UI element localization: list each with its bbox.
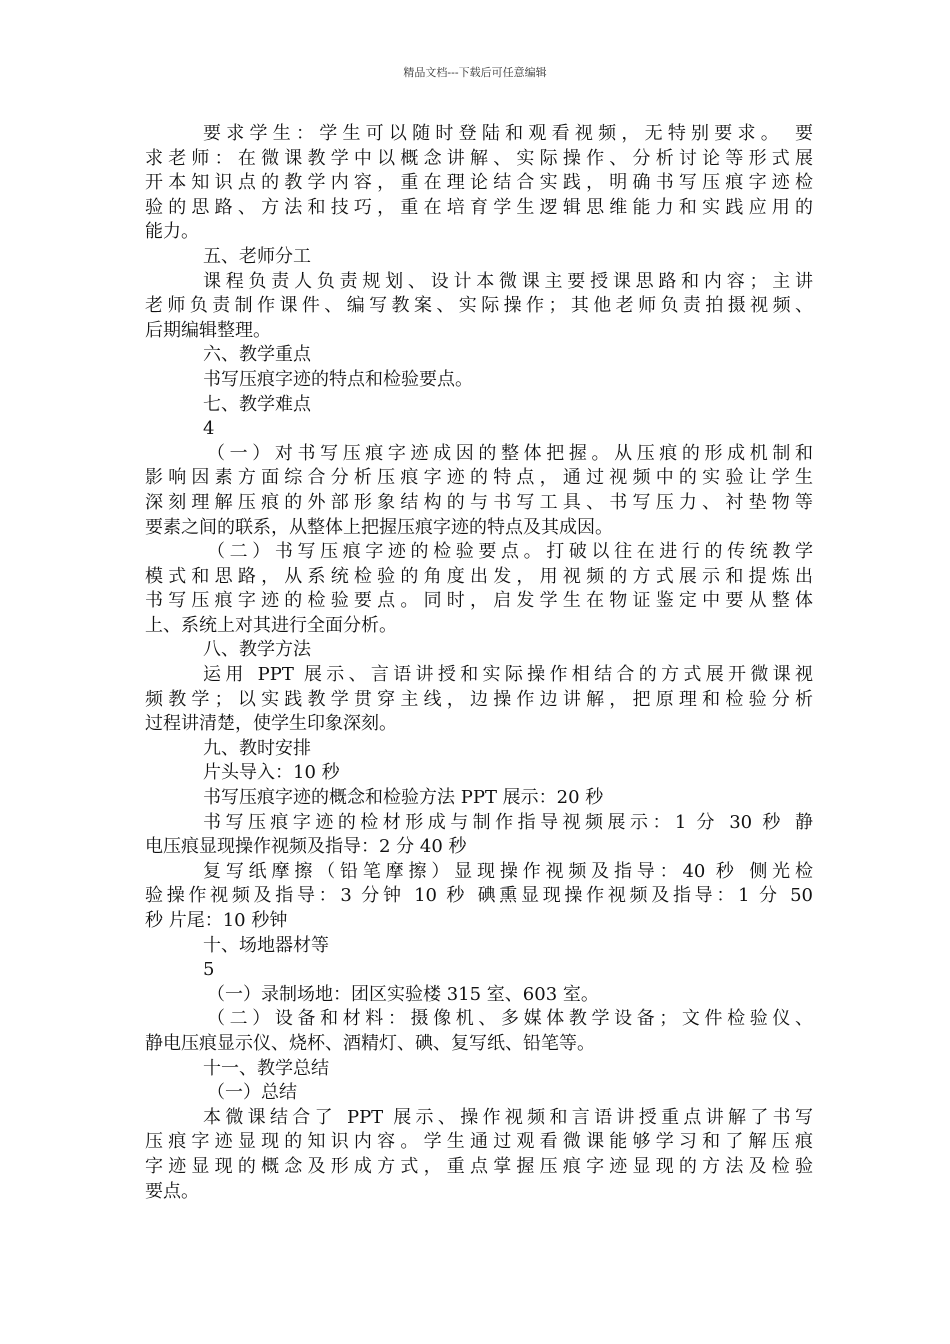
- text-line: 六、教学重点: [203, 344, 311, 366]
- text-line: 要点。: [145, 1180, 199, 1202]
- text-line: （一）对书写压痕字迹成因的整体把握。从压痕的形成机制和: [207, 442, 813, 464]
- text-line: 本微课结合了 PPT 展示、操作视频和言语讲授重点讲解了书写: [203, 1106, 813, 1128]
- text-line: 验的思路、方法和技巧，重在培育学生逻辑思维能力和实践应用的: [145, 196, 813, 218]
- text-line: 压痕字迹显现的知识内容。学生通过观看微课能够学习和了解压痕: [145, 1131, 813, 1153]
- text-line: 书写压痕字迹的特点和检验要点。: [203, 368, 473, 390]
- text-line: 求老师：在微课教学中以概念讲解、实际操作、分析讨论等形式展: [145, 147, 813, 169]
- text-line: 过程讲清楚，使学生印象深刻。: [145, 713, 397, 735]
- text-line: 书写压痕字迹的检材形成与制作指导视频展示：1 分 30 秒 静: [203, 811, 813, 833]
- text-line: 开本知识点的教学内容，重在理论结合实践，明确书写压痕字迹检: [145, 172, 813, 194]
- text-line: 运用 PPT 展示、言语讲授和实际操作相结合的方式展开微课视: [203, 664, 813, 686]
- text-line: 复写纸摩擦（铅笔摩擦）显现操作视频及指导：40 秒 侧光检: [203, 860, 813, 882]
- text-line: 深刻理解压痕的外部形象结构的与书写工具、书写压力、衬垫物等: [145, 491, 813, 513]
- text-line: 验操作视频及指导：3 分钟 10 秒 碘熏显现操作视频及指导：1 分 50: [145, 885, 813, 907]
- text-line: 后期编辑整理。: [145, 319, 271, 341]
- text-line: （二）设备和材料：摄像机、多媒体教学设备；文件检验仪、: [207, 1008, 813, 1030]
- text-line: 七、教学难点: [203, 393, 311, 415]
- page-header: 精品文档---下载后可任意编辑: [403, 66, 547, 79]
- text-line: 书写压痕字迹的检验要点。同时，启发学生在物证鉴定中要从整体: [145, 590, 813, 612]
- document-body: [145, 122, 813, 1204]
- text-line: （一）总结: [207, 1082, 297, 1104]
- text-line: （二）书写压痕字迹的检验要点。打破以往在进行的传统教学: [207, 541, 813, 563]
- text-line: 影响因素方面综合分析压痕字迹的特点，通过视频中的实验让学生: [145, 467, 813, 489]
- text-line: （一）录制场地：团区实验楼 315 室、603 室。: [207, 983, 599, 1005]
- text-line: 片头导入：10 秒: [203, 762, 340, 784]
- text-line: 电压痕显现操作视频及指导：2 分 40 秒: [145, 836, 467, 858]
- text-line: 字迹显现的概念及形成方式，重点掌握压痕字迹显现的方法及检验: [145, 1155, 813, 1177]
- text-line: 九、教时安排: [203, 737, 311, 759]
- text-line: 5: [203, 959, 215, 981]
- text-line: 老师负责制作课件、编写教案、实际操作；其他老师负责拍摄视频、: [145, 295, 813, 317]
- text-line: 书写压痕字迹的概念和检验方法 PPT 展示：20 秒: [203, 787, 604, 809]
- text-line: 五、老师分工: [203, 245, 311, 267]
- text-line: 4: [203, 418, 215, 440]
- text-line: 课程负责人负责规划、设计本微课主要授课思路和内容；主讲: [203, 270, 813, 292]
- text-line: 模式和思路，从系统检验的角度出发，用视频的方式展示和提炼出: [145, 565, 813, 587]
- text-line: 八、教学方法: [203, 639, 311, 661]
- text-line: 秒 片尾：10 秒钟: [145, 910, 288, 931]
- text-line: 要素之间的联系，从整体上把握压痕字迹的特点及其成因。: [145, 516, 613, 538]
- text-line: 上、系统上对其进行全面分析。: [145, 614, 397, 636]
- text-line: 能力。: [145, 221, 199, 243]
- text-line: 要求学生：学生可以随时登陆和观看视频，无特别要求。 要: [203, 123, 813, 144]
- text-line: 频教学；以实践教学贯穿主线，边操作边讲解，把原理和检验分析: [145, 688, 813, 710]
- text-line: 十一、教学总结: [203, 1057, 329, 1079]
- text-line: 静电压痕显示仪、烧杯、酒精灯、碘、复写纸、铅笔等。: [145, 1032, 595, 1054]
- text-line: 十、场地器材等: [203, 934, 329, 956]
